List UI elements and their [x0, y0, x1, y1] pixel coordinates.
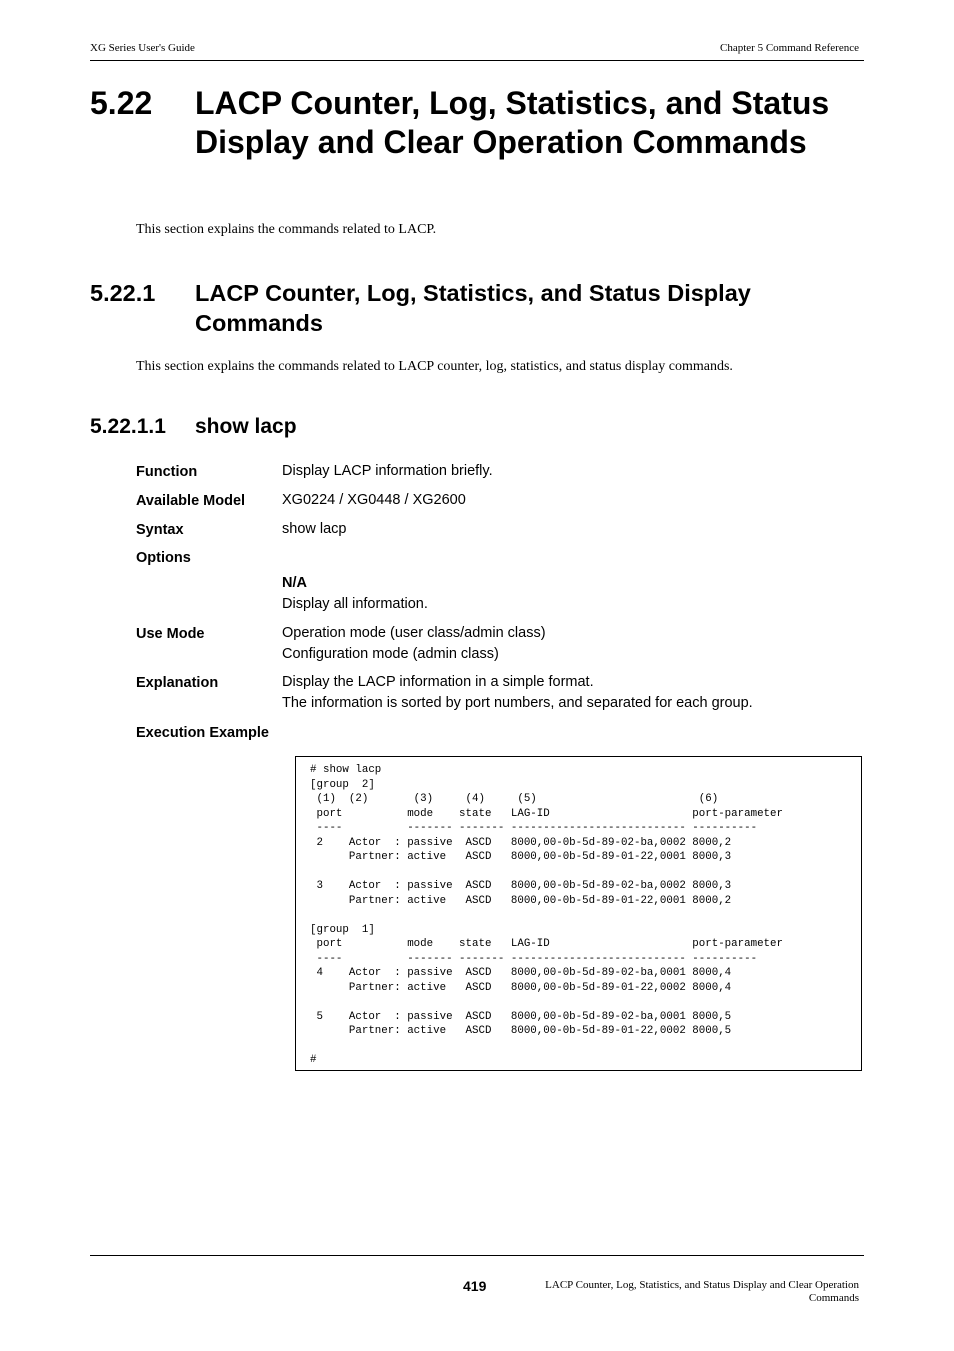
- use-mode-label: Use Mode: [136, 626, 205, 642]
- running-header-right: Chapter 5 Command Reference: [720, 42, 859, 54]
- model-label: Available Model: [136, 493, 246, 509]
- explanation-line-2: The information is sorted by port numbers, and separated for each group.: [282, 695, 753, 711]
- subsection-intro: This section explains the commands related to LACP counter, log, statistics, and status display commands.: [136, 359, 733, 374]
- option-name: N/A: [282, 575, 307, 591]
- header-rule: [90, 60, 864, 61]
- page-number: 419: [463, 1278, 487, 1294]
- option-description: Display all information.: [282, 596, 428, 612]
- syntax-label: Syntax: [136, 522, 184, 538]
- section-heading: [90, 84, 870, 161]
- execution-example-code: # show lacp [group 2] (1) (2) (3) (4) (5) (6) port mode state LAG-ID port-parameter ---- ------- ------- --------------------------- ---------- 2 Actor : passive ASCD 8000,00-0b-5d-89-02-ba,0002 8000,2 Partner: active ASCD 8000,00-0b-5d-89-01-22,0001 8000,3 3 Actor : passive ASCD 8000,00-0b-5d-89-02-ba,0002 8000,3 Partner: active ASCD 8000,00-0b-5d-89-01-22,0001 8000,2 [group 1] port mode state LAG-ID port-parameter ---- ------- ------- --------------------------- ---------- 4 Actor : passive ASCD 8000,00-0b-5d-89-02-ba,0001 8000,4 Partner: active ASCD 8000,00-0b-5d-89-01-22,0002 8000,4 5 Actor : passive ASCD 8000,00-0b-5d-89-02-ba,0001 8000,5 Partner: active ASCD 8000,00-0b-5d-89-01-22,0002 8000,5 #: [310, 764, 783, 1066]
- execution-example-label: Execution Example: [136, 725, 269, 741]
- execution-example-box: [295, 756, 862, 1071]
- section-title: LACP Counter, Log, Statistics, and Status Display and Clear Operation Commands: [195, 85, 830, 160]
- section-intro: This section explains the commands related to LACP.: [136, 222, 437, 237]
- use-mode-line-2: Configuration mode (admin class): [282, 646, 499, 662]
- function-label: Function: [136, 464, 198, 480]
- command-number: 5.22.1.1: [90, 415, 166, 438]
- running-footer-title: LACP Counter, Log, Statistics, and Status Display and Clear Operation Commands: [545, 1279, 859, 1304]
- subsection-number: 5.22.1: [90, 280, 156, 306]
- command-title: show lacp: [195, 415, 297, 438]
- section-number: 5.22: [90, 85, 153, 121]
- use-mode-line-1: Operation mode (user class/admin class): [282, 625, 546, 641]
- footer-rule: [90, 1255, 864, 1256]
- model-value: XG0224 / XG0448 / XG2600: [282, 492, 466, 508]
- syntax-value: show lacp: [282, 521, 347, 537]
- function-value: Display LACP information briefly.: [282, 463, 493, 479]
- explanation-label: Explanation: [136, 675, 219, 691]
- options-label: Options: [136, 550, 191, 566]
- running-header-left: XG Series User's Guide: [90, 42, 195, 54]
- explanation-line-1: Display the LACP information in a simple format.: [282, 674, 594, 690]
- subsection-title: LACP Counter, Log, Statistics, and Status Display Commands: [195, 280, 751, 336]
- subsection-heading: [90, 279, 870, 338]
